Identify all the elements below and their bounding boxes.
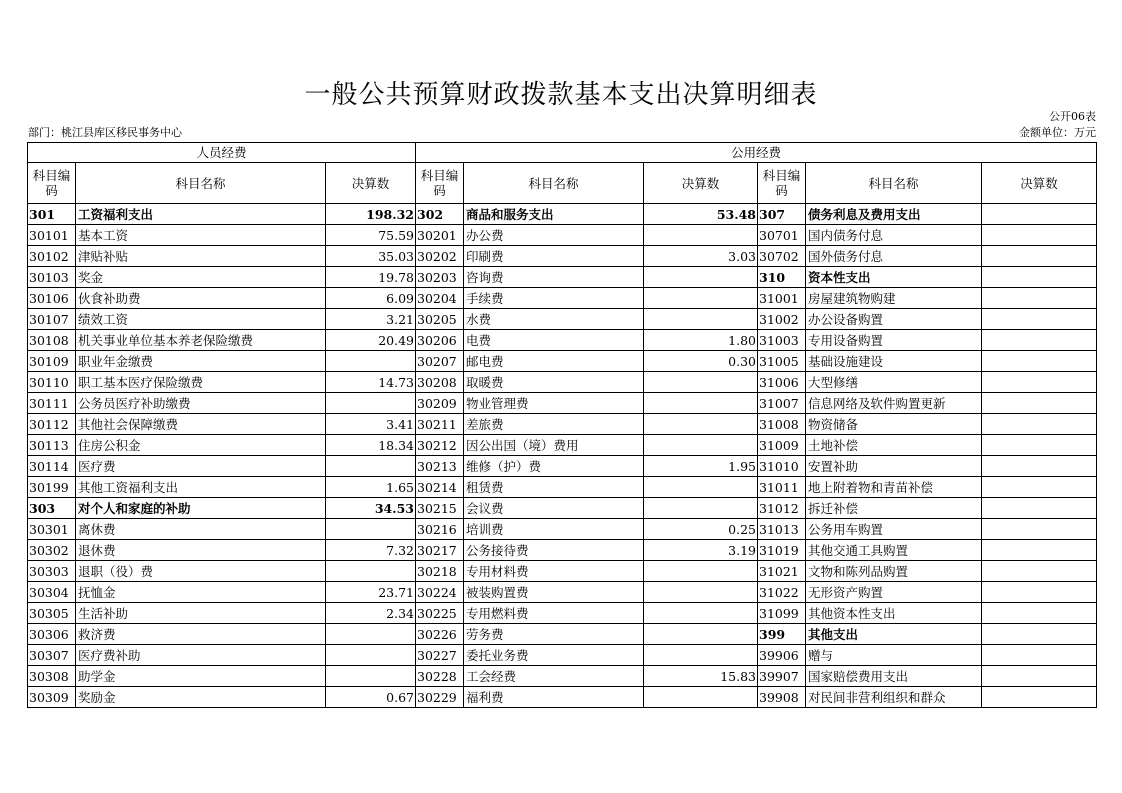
item-name: 邮电费 — [464, 351, 644, 372]
item-code: 39907 — [758, 666, 806, 687]
item-code: 30218 — [416, 561, 464, 582]
item-amount — [644, 561, 758, 582]
item-name: 抚恤金 — [76, 582, 326, 603]
table-row — [28, 582, 1097, 603]
item-amount — [982, 435, 1097, 456]
item-code: 30307 — [28, 645, 76, 666]
item-amount — [644, 603, 758, 624]
item-code: 30213 — [416, 456, 464, 477]
item-name: 公务员医疗补助缴费 — [76, 393, 326, 414]
header-amount: 决算数 — [982, 163, 1097, 204]
item-code: 301 — [28, 204, 76, 225]
item-amount — [644, 582, 758, 603]
item-code: 30108 — [28, 330, 76, 351]
item-amount — [982, 603, 1097, 624]
item-amount — [326, 666, 416, 687]
item-name: 对民间非营利组织和群众 — [806, 687, 982, 708]
item-code: 399 — [758, 624, 806, 645]
item-amount — [982, 393, 1097, 414]
item-code: 31003 — [758, 330, 806, 351]
item-name: 办公设备购置 — [806, 309, 982, 330]
item-name: 伙食补助费 — [76, 288, 326, 309]
item-code: 39906 — [758, 645, 806, 666]
item-name: 房屋建筑物购建 — [806, 288, 982, 309]
header-code: 科目编码 — [758, 163, 806, 204]
item-amount — [326, 624, 416, 645]
table-row — [28, 498, 1097, 519]
item-code: 30114 — [28, 456, 76, 477]
table-row — [28, 561, 1097, 582]
item-name: 其他工资福利支出 — [76, 477, 326, 498]
item-name: 公务接待费 — [464, 540, 644, 561]
item-amount — [982, 204, 1097, 225]
item-code: 31008 — [758, 414, 806, 435]
item-code: 30228 — [416, 666, 464, 687]
item-code: 31021 — [758, 561, 806, 582]
item-code: 30309 — [28, 687, 76, 708]
item-code: 30216 — [416, 519, 464, 540]
item-amount — [326, 519, 416, 540]
unit-label: 金额单位：万元 — [1019, 126, 1096, 139]
item-code: 31022 — [758, 582, 806, 603]
item-amount — [982, 288, 1097, 309]
table-row — [28, 267, 1097, 288]
item-name: 租赁费 — [464, 477, 644, 498]
item-amount: 3.21 — [326, 309, 416, 330]
item-name: 工会经费 — [464, 666, 644, 687]
item-amount — [982, 456, 1097, 477]
item-code: 30199 — [28, 477, 76, 498]
item-name: 被装购置费 — [464, 582, 644, 603]
item-name: 其他资本性支出 — [806, 603, 982, 624]
item-amount — [982, 414, 1097, 435]
item-name: 劳务费 — [464, 624, 644, 645]
table-row — [28, 288, 1097, 309]
item-amount — [982, 687, 1097, 708]
item-code: 30111 — [28, 393, 76, 414]
group-header-row — [28, 143, 1097, 163]
item-code: 30301 — [28, 519, 76, 540]
item-amount — [326, 645, 416, 666]
item-amount — [644, 498, 758, 519]
table-row — [28, 351, 1097, 372]
department-label: 部门：桃江县库区移民事务中心 — [28, 126, 182, 139]
table-row — [28, 372, 1097, 393]
item-code: 31002 — [758, 309, 806, 330]
item-name: 救济费 — [76, 624, 326, 645]
item-amount: 0.25 — [644, 519, 758, 540]
item-code: 30304 — [28, 582, 76, 603]
item-name: 基本工资 — [76, 225, 326, 246]
table-row — [28, 456, 1097, 477]
item-amount: 0.30 — [644, 351, 758, 372]
item-name: 职工基本医疗保险缴费 — [76, 372, 326, 393]
item-amount: 1.95 — [644, 456, 758, 477]
item-name: 咨询费 — [464, 267, 644, 288]
table-row — [28, 603, 1097, 624]
item-name: 医疗费补助 — [76, 645, 326, 666]
group-public: 公用经费 — [416, 143, 1097, 163]
item-code: 30202 — [416, 246, 464, 267]
item-code: 30109 — [28, 351, 76, 372]
item-name: 印刷费 — [464, 246, 644, 267]
item-name: 物资储备 — [806, 414, 982, 435]
item-amount — [644, 309, 758, 330]
item-code: 30306 — [28, 624, 76, 645]
item-amount — [982, 540, 1097, 561]
item-name: 生活补助 — [76, 603, 326, 624]
header-code: 科目编码 — [416, 163, 464, 204]
item-name: 其他交通工具购置 — [806, 540, 982, 561]
item-amount: 3.19 — [644, 540, 758, 561]
table-row — [28, 435, 1097, 456]
item-amount — [644, 477, 758, 498]
item-name: 赠与 — [806, 645, 982, 666]
item-amount: 0.67 — [326, 687, 416, 708]
item-name: 奖金 — [76, 267, 326, 288]
item-amount: 198.32 — [326, 204, 416, 225]
item-amount — [326, 351, 416, 372]
item-code: 303 — [28, 498, 76, 519]
table-row — [28, 666, 1097, 687]
item-code: 30102 — [28, 246, 76, 267]
item-amount — [982, 330, 1097, 351]
item-name: 培训费 — [464, 519, 644, 540]
item-amount — [644, 288, 758, 309]
item-name: 绩效工资 — [76, 309, 326, 330]
item-code: 31013 — [758, 519, 806, 540]
item-amount — [982, 267, 1097, 288]
item-code: 30305 — [28, 603, 76, 624]
item-name: 会议费 — [464, 498, 644, 519]
item-name: 福利费 — [464, 687, 644, 708]
table-row — [28, 309, 1097, 330]
item-code: 30201 — [416, 225, 464, 246]
item-code: 31009 — [758, 435, 806, 456]
item-name: 安置补助 — [806, 456, 982, 477]
item-code: 30217 — [416, 540, 464, 561]
item-code: 31006 — [758, 372, 806, 393]
item-name: 无形资产购置 — [806, 582, 982, 603]
page-title: 一般公共预算财政拨款基本支出决算明细表 — [304, 80, 818, 110]
item-amount — [644, 372, 758, 393]
item-name: 机关事业单位基本养老保险缴费 — [76, 330, 326, 351]
item-amount: 3.41 — [326, 414, 416, 435]
item-amount: 23.71 — [326, 582, 416, 603]
item-amount — [644, 645, 758, 666]
item-amount — [326, 561, 416, 582]
item-name: 办公费 — [464, 225, 644, 246]
item-amount: 6.09 — [326, 288, 416, 309]
item-name: 水费 — [464, 309, 644, 330]
item-name: 大型修缮 — [806, 372, 982, 393]
item-code: 30225 — [416, 603, 464, 624]
item-amount — [982, 372, 1097, 393]
item-name: 商品和服务支出 — [464, 204, 644, 225]
item-name: 住房公积金 — [76, 435, 326, 456]
item-amount — [982, 477, 1097, 498]
column-header-row — [28, 163, 1097, 204]
item-code: 30214 — [416, 477, 464, 498]
item-amount — [644, 225, 758, 246]
item-name: 取暖费 — [464, 372, 644, 393]
item-code: 30227 — [416, 645, 464, 666]
item-name: 专用燃料费 — [464, 603, 644, 624]
item-amount — [982, 645, 1097, 666]
header-name: 科目名称 — [806, 163, 982, 204]
item-code: 30101 — [28, 225, 76, 246]
item-amount — [644, 267, 758, 288]
item-name: 因公出国（境）费用 — [464, 435, 644, 456]
item-name: 其他支出 — [806, 624, 982, 645]
item-amount — [982, 246, 1097, 267]
item-name: 国家赔偿费用支出 — [806, 666, 982, 687]
item-amount — [982, 666, 1097, 687]
item-name: 专用设备购置 — [806, 330, 982, 351]
table-row — [28, 645, 1097, 666]
item-amount: 2.34 — [326, 603, 416, 624]
table-row — [28, 414, 1097, 435]
item-amount: 3.03 — [644, 246, 758, 267]
item-name: 其他社会保障缴费 — [76, 414, 326, 435]
item-amount: 75.59 — [326, 225, 416, 246]
item-amount — [644, 435, 758, 456]
item-code: 30212 — [416, 435, 464, 456]
table-row — [28, 246, 1097, 267]
item-code: 31005 — [758, 351, 806, 372]
item-code: 30112 — [28, 414, 76, 435]
item-name: 专用材料费 — [464, 561, 644, 582]
item-amount: 35.03 — [326, 246, 416, 267]
item-name: 资本性支出 — [806, 267, 982, 288]
item-name: 土地补偿 — [806, 435, 982, 456]
item-code: 31099 — [758, 603, 806, 624]
item-code: 30229 — [416, 687, 464, 708]
item-amount: 20.49 — [326, 330, 416, 351]
item-code: 30113 — [28, 435, 76, 456]
item-code: 30224 — [416, 582, 464, 603]
item-amount — [982, 498, 1097, 519]
item-code: 31010 — [758, 456, 806, 477]
item-code: 31007 — [758, 393, 806, 414]
table-row — [28, 204, 1097, 225]
item-amount — [982, 225, 1097, 246]
item-name: 退职（役）费 — [76, 561, 326, 582]
item-name: 信息网络及软件购置更新 — [806, 393, 982, 414]
item-code: 30701 — [758, 225, 806, 246]
item-code: 30103 — [28, 267, 76, 288]
form-number: 公开06表 — [1049, 110, 1096, 123]
item-name: 差旅费 — [464, 414, 644, 435]
item-code: 30107 — [28, 309, 76, 330]
item-amount: 7.32 — [326, 540, 416, 561]
item-amount — [982, 561, 1097, 582]
item-name: 助学金 — [76, 666, 326, 687]
item-amount — [326, 393, 416, 414]
item-amount: 1.80 — [644, 330, 758, 351]
header-name: 科目名称 — [76, 163, 326, 204]
item-code: 30208 — [416, 372, 464, 393]
item-code: 30207 — [416, 351, 464, 372]
table-row — [28, 540, 1097, 561]
item-name: 工资福利支出 — [76, 204, 326, 225]
item-amount: 34.53 — [326, 498, 416, 519]
item-amount — [982, 624, 1097, 645]
item-amount — [982, 351, 1097, 372]
item-name: 国外债务付息 — [806, 246, 982, 267]
item-name: 津贴补贴 — [76, 246, 326, 267]
item-code: 30106 — [28, 288, 76, 309]
item-amount: 1.65 — [326, 477, 416, 498]
item-name: 退休费 — [76, 540, 326, 561]
header-amount: 决算数 — [326, 163, 416, 204]
item-amount: 53.48 — [644, 204, 758, 225]
item-name: 文物和陈列品购置 — [806, 561, 982, 582]
item-code: 30302 — [28, 540, 76, 561]
header-amount: 决算数 — [644, 163, 758, 204]
table-row — [28, 330, 1097, 351]
table-row — [28, 477, 1097, 498]
item-name: 公务用车购置 — [806, 519, 982, 540]
header-name: 科目名称 — [464, 163, 644, 204]
item-name: 地上附着物和青苗补偿 — [806, 477, 982, 498]
item-name: 物业管理费 — [464, 393, 644, 414]
header-code: 科目编码 — [28, 163, 76, 204]
item-code: 30308 — [28, 666, 76, 687]
item-amount: 14.73 — [326, 372, 416, 393]
item-amount — [644, 687, 758, 708]
item-code: 310 — [758, 267, 806, 288]
item-code: 30206 — [416, 330, 464, 351]
item-name: 拆迁补偿 — [806, 498, 982, 519]
item-name: 维修（护）费 — [464, 456, 644, 477]
item-code: 31019 — [758, 540, 806, 561]
item-name: 国内债务付息 — [806, 225, 982, 246]
item-code: 307 — [758, 204, 806, 225]
item-amount — [982, 519, 1097, 540]
item-code: 30303 — [28, 561, 76, 582]
item-code: 30204 — [416, 288, 464, 309]
item-code: 30226 — [416, 624, 464, 645]
table-row — [28, 225, 1097, 246]
item-code: 31001 — [758, 288, 806, 309]
table-row — [28, 687, 1097, 708]
item-name: 奖励金 — [76, 687, 326, 708]
item-code: 30205 — [416, 309, 464, 330]
item-code: 30209 — [416, 393, 464, 414]
item-amount — [982, 309, 1097, 330]
item-code: 30110 — [28, 372, 76, 393]
item-name: 手续费 — [464, 288, 644, 309]
item-name: 职业年金缴费 — [76, 351, 326, 372]
group-personnel: 人员经费 — [28, 143, 416, 163]
item-amount: 15.83 — [644, 666, 758, 687]
item-code: 30702 — [758, 246, 806, 267]
item-name: 对个人和家庭的补助 — [76, 498, 326, 519]
expenditure-table — [27, 142, 1097, 708]
item-amount — [644, 414, 758, 435]
item-name: 电费 — [464, 330, 644, 351]
item-code: 31012 — [758, 498, 806, 519]
item-code: 30203 — [416, 267, 464, 288]
item-code: 30211 — [416, 414, 464, 435]
item-code: 30215 — [416, 498, 464, 519]
item-code: 39908 — [758, 687, 806, 708]
item-name: 基础设施建设 — [806, 351, 982, 372]
table-row — [28, 393, 1097, 414]
item-amount — [982, 582, 1097, 603]
item-amount: 18.34 — [326, 435, 416, 456]
item-name: 债务利息及费用支出 — [806, 204, 982, 225]
table-row — [28, 624, 1097, 645]
item-amount — [644, 393, 758, 414]
item-name: 离休费 — [76, 519, 326, 540]
item-code: 31011 — [758, 477, 806, 498]
item-name: 委托业务费 — [464, 645, 644, 666]
item-amount: 19.78 — [326, 267, 416, 288]
item-code: 302 — [416, 204, 464, 225]
item-amount — [326, 456, 416, 477]
item-amount — [644, 624, 758, 645]
item-name: 医疗费 — [76, 456, 326, 477]
table-row — [28, 519, 1097, 540]
